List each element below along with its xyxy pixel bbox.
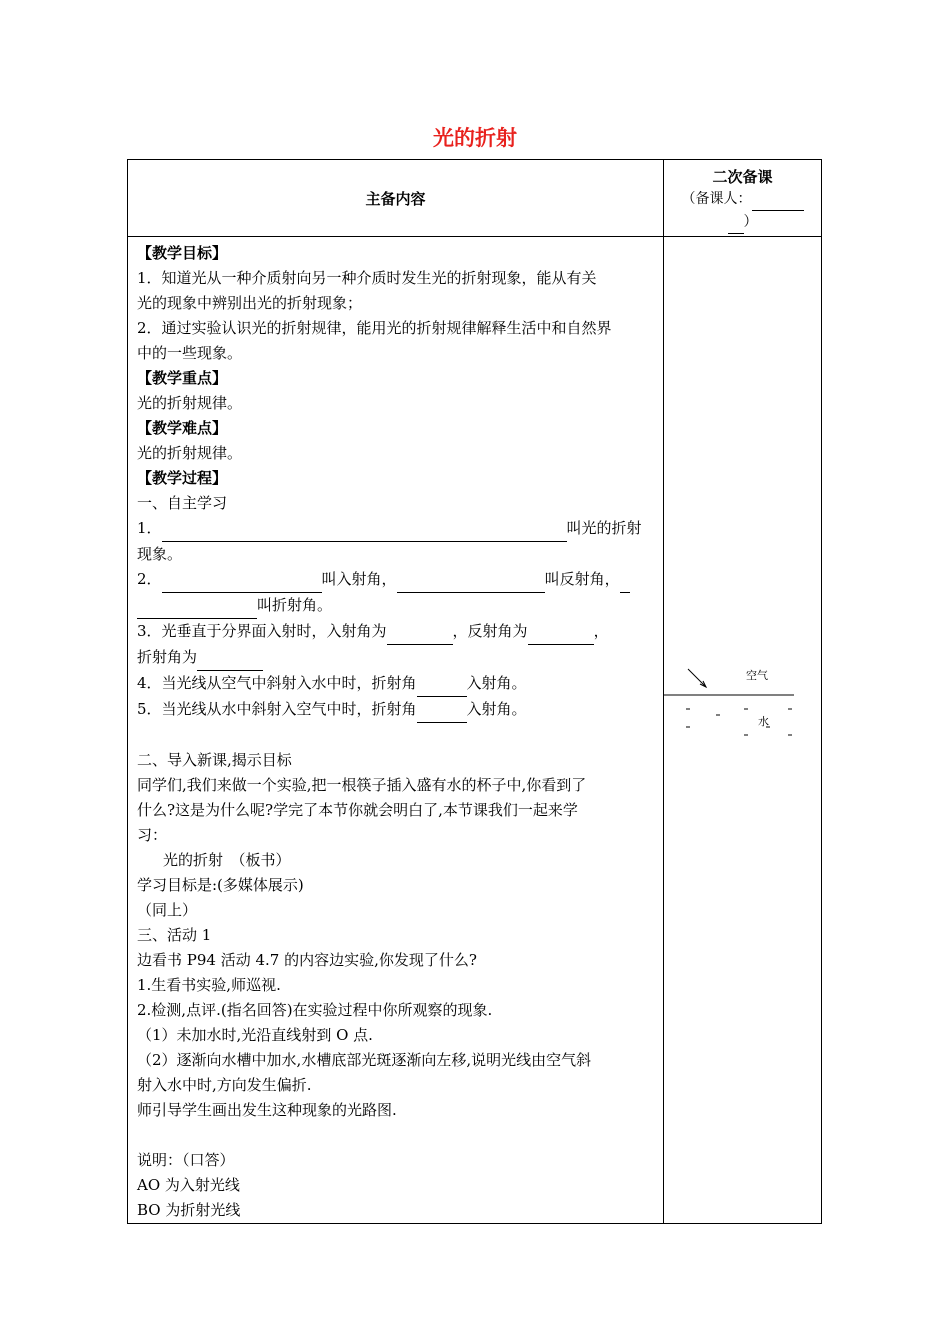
main-content-cell — [128, 237, 664, 1224]
ao-line: AO 为入射光线 — [137, 1176, 240, 1194]
heading-difficulties: 【教学难点】 — [137, 419, 228, 437]
page-title: 光的折射 — [433, 126, 517, 150]
air-label: 空气 — [746, 669, 768, 682]
question-4 — [137, 671, 655, 697]
lesson-plan-table — [127, 159, 822, 1224]
header-side-cell — [664, 160, 822, 237]
q4-blank[interactable] — [417, 671, 467, 697]
key-points: 光的折射规律。 — [137, 394, 243, 412]
preparer-blank-2 — [728, 211, 744, 234]
q1-blank[interactable] — [162, 516, 567, 542]
activity-6: 师引导学生画出发生这种现象的光路图. — [137, 1101, 397, 1119]
activity-2: 1.生看书实验,师巡视. — [137, 976, 281, 994]
header-row — [128, 160, 822, 237]
side-subtitle — [664, 188, 821, 211]
water-dashes — [664, 709, 792, 735]
heading-goals: 【教学目标】 — [137, 244, 228, 262]
section-3: 三、活动 1 — [137, 926, 212, 944]
difficulties: 光的折射规律。 — [137, 444, 243, 462]
question-2-cont — [137, 593, 655, 619]
intro-para-3: 习： — [137, 826, 168, 844]
preparer-blank — [752, 188, 804, 211]
activity-1: 边看书 P94 活动 4.7 的内容边实验,你发现了什么? — [137, 951, 477, 969]
q1-text: 叫光的折射 — [566, 519, 642, 537]
q3-text-2: ，反射角为 — [452, 622, 528, 640]
question-1-cont: 现象。 — [137, 545, 183, 563]
heading-process: 【教学过程】 — [137, 469, 228, 487]
same-as-above: （同上） — [137, 901, 198, 919]
intro-para-2: 什么?这是为什么呢?学完了本节你就会明白了,本节课我们一起来学 — [137, 801, 578, 819]
q5-blank[interactable] — [417, 697, 467, 723]
bo-line: BO 为折射光线 — [137, 1201, 241, 1219]
q3-blank-3[interactable] — [197, 645, 263, 671]
goals-display: 学习目标是:(多媒体展示) — [137, 876, 304, 894]
body-row — [128, 237, 822, 1224]
section-1: 一、自主学习 — [137, 494, 228, 512]
spacer — [137, 723, 655, 748]
q4-text-2: 入射角。 — [466, 674, 527, 692]
spacer-2 — [137, 1123, 655, 1148]
side-notes-cell — [664, 237, 822, 1224]
goal-1: 1．知道光从一种介质射向另一种介质时发生光的折射现象，能从有关 — [137, 269, 597, 287]
header-main-cell: 主备内容 — [128, 160, 664, 237]
q2-text-2: 叫反射角， — [544, 570, 620, 588]
q3-text-4: 折射角为 — [137, 648, 198, 666]
side-sub-suffix: ） — [743, 214, 758, 230]
side-sub-prefix: （备课人： — [681, 191, 752, 207]
side-subtitle-cont — [664, 211, 821, 234]
q2-blank-1[interactable] — [162, 567, 322, 593]
q2-blank-2[interactable] — [397, 567, 545, 593]
activity-4: （1）未加水时,光沿直线射到 O 点. — [137, 1026, 373, 1044]
goal-2-cont: 中的一些现象。 — [137, 344, 243, 362]
intro-para-1: 同学们,我们来做一个实验,把一根筷子插入盛有水的杯子中,你看到了 — [137, 776, 587, 794]
note-label: 说明：（口答） — [137, 1151, 235, 1169]
goal-2: 2．通过实验认识光的折射规律，能用光的折射规律解释生活中和自然界 — [137, 319, 612, 337]
q2-text-1: 叫入射角， — [321, 570, 397, 588]
question-2 — [137, 567, 655, 593]
q1-number: 1． — [137, 519, 162, 537]
section-2: 二、导入新课,揭示目标 — [137, 751, 292, 769]
q3-text-1: 3．光垂直于分界面入射时，入射角为 — [137, 622, 387, 640]
question-3-cont — [137, 645, 655, 671]
q3-blank-2[interactable] — [528, 619, 594, 645]
q2-text-3: 叫折射角。 — [257, 596, 333, 614]
q2-blank-3[interactable] — [620, 567, 630, 593]
q5-text-2: 入射角。 — [466, 700, 527, 718]
question-1 — [137, 516, 655, 542]
activity-3: 2.检测,点评.(指名回答)在实验过程中你所观察的现象. — [137, 1001, 493, 1019]
q4-text-1: 4．当光线从空气中斜射入水中时，折射角 — [137, 674, 417, 692]
incident-ray — [688, 669, 706, 687]
q5-text-1: 5．当光线从水中斜射入空气中时，折射角 — [137, 700, 417, 718]
side-title: 二次备课 — [712, 168, 773, 186]
refraction-diagram — [664, 657, 822, 757]
goal-1-cont: 光的现象中辨别出光的折射现象； — [137, 294, 363, 312]
question-5 — [137, 697, 655, 723]
question-3 — [137, 619, 655, 645]
water-label: 水 — [758, 715, 769, 728]
q3-blank-1[interactable] — [387, 619, 453, 645]
q2-blank-3-cont[interactable] — [137, 593, 257, 619]
board-title: 光的折射 （板书） — [163, 851, 291, 869]
q2-number: 2． — [137, 570, 162, 588]
activity-5-cont: 射入水中时,方向发生偏折. — [137, 1076, 312, 1094]
q3-text-3: ， — [593, 622, 609, 640]
activity-5: （2）逐渐向水槽中加水,水槽底部光斑逐渐向左移,说明光线由空气斜 — [137, 1051, 592, 1069]
heading-key-points: 【教学重点】 — [137, 369, 228, 387]
